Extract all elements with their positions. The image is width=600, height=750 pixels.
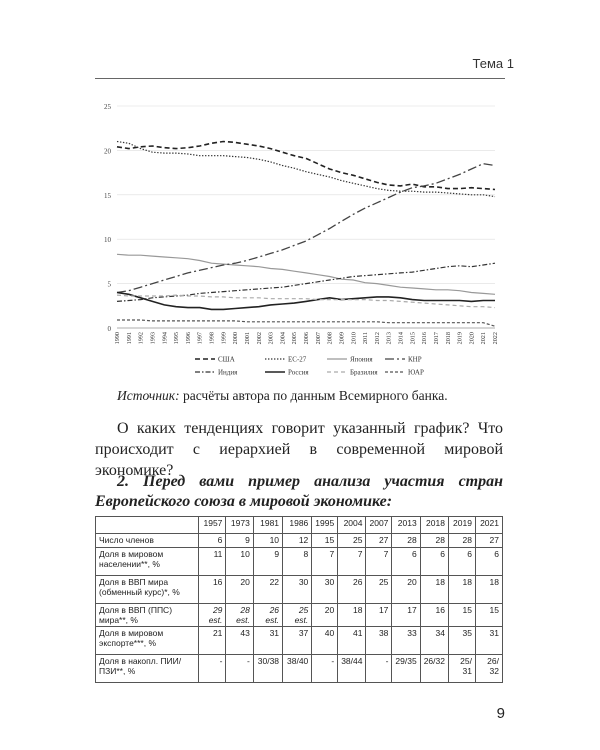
value-cell: 7 xyxy=(366,548,392,576)
value-cell: 27 xyxy=(366,534,392,548)
question-paragraph: О каких тенденциях говорит указанный график? Что происходит с иерархией в современной мировой экономике? xyxy=(95,420,503,479)
value-cell: 26 est. xyxy=(253,604,282,627)
value-cell: 18 xyxy=(420,576,448,604)
year-header-cell: 1986 xyxy=(283,517,312,534)
x-tick-label: 1998 xyxy=(208,332,216,345)
x-tick-label: 2012 xyxy=(373,332,381,345)
x-tick-label: 1997 xyxy=(196,332,204,345)
x-tick-label: 2011 xyxy=(362,332,370,345)
value-cell: 35 xyxy=(448,627,475,655)
table-row xyxy=(96,604,503,627)
x-tick-label: 2002 xyxy=(255,332,263,345)
value-cell: 17 xyxy=(392,604,420,627)
value-cell: 18 xyxy=(448,576,475,604)
value-cell: 6 xyxy=(475,548,502,576)
x-tick-label: 2005 xyxy=(291,332,299,345)
value-cell: 25/ 31 xyxy=(448,655,475,683)
row-label-cell: Доля в ВВП (ППС) мира**, % xyxy=(96,604,199,627)
value-cell: 30/38 xyxy=(253,655,282,683)
value-cell: 20 xyxy=(312,604,338,627)
legend-label: Япония xyxy=(350,355,373,364)
eu-participation-table xyxy=(95,516,503,683)
value-cell: 38/44 xyxy=(338,655,366,683)
y-tick-label: 25 xyxy=(104,103,111,111)
value-cell: - xyxy=(199,655,226,683)
value-cell: 21 xyxy=(199,627,226,655)
year-header-cell: 2021 xyxy=(475,517,502,534)
y-tick-label: 15 xyxy=(104,191,111,200)
year-header-cell: 2004 xyxy=(338,517,366,534)
value-cell: 38/40 xyxy=(283,655,312,683)
value-cell: 29/35 xyxy=(392,655,420,683)
legend-label: КНР xyxy=(408,355,422,364)
value-cell: - xyxy=(312,655,338,683)
value-cell: 10 xyxy=(253,534,282,548)
value-cell: 26/32 xyxy=(420,655,448,683)
chart-source xyxy=(117,388,448,404)
row-label-cell: Доля в ВВП мира (обменный курс)*, % xyxy=(96,576,199,604)
row-label-cell: Доля в накопл. ПИИ/ ПЗИ**, % xyxy=(96,655,199,683)
x-tick-label: 2022 xyxy=(492,332,499,345)
x-tick-label: 1996 xyxy=(184,332,192,345)
series-line-8 xyxy=(117,320,495,326)
legend-label: Индия xyxy=(218,368,238,377)
table-row xyxy=(96,576,503,604)
value-cell: 40 xyxy=(312,627,338,655)
value-cell: 28 xyxy=(392,534,420,548)
value-cell: 15 xyxy=(448,604,475,627)
value-cell: 25 xyxy=(338,534,366,548)
value-cell: 20 xyxy=(392,576,420,604)
value-cell: 25 est. xyxy=(283,604,312,627)
value-cell: 18 xyxy=(338,604,366,627)
value-cell: 25 xyxy=(366,576,392,604)
year-header-cell: 2019 xyxy=(448,517,475,534)
x-tick-label: 1990 xyxy=(114,332,121,345)
x-tick-label: 2015 xyxy=(409,332,417,345)
legend-label: ЮАР xyxy=(408,368,424,377)
value-cell: 41 xyxy=(338,627,366,655)
value-cell: 30 xyxy=(283,576,312,604)
x-tick-label: 2013 xyxy=(385,332,393,345)
value-cell: 7 xyxy=(338,548,366,576)
x-tick-label: 1999 xyxy=(220,332,228,345)
x-tick-label: 1992 xyxy=(137,332,145,345)
value-cell: 16 xyxy=(420,604,448,627)
value-cell: 28 xyxy=(420,534,448,548)
value-cell: 26 xyxy=(338,576,366,604)
series-line-3 xyxy=(117,254,495,294)
x-tick-label: 2008 xyxy=(326,332,334,345)
year-header-cell: 1995 xyxy=(312,517,338,534)
value-cell: 11 xyxy=(199,548,226,576)
value-cell: 6 xyxy=(392,548,420,576)
value-cell: 17 xyxy=(366,604,392,627)
table-row xyxy=(96,655,503,683)
x-tick-label: 2014 xyxy=(397,332,405,345)
year-header-cell: 2013 xyxy=(392,517,420,534)
table-header-row xyxy=(96,517,503,534)
value-cell: 7 xyxy=(312,548,338,576)
gdp-share-chart xyxy=(95,96,505,378)
value-cell: 9 xyxy=(253,548,282,576)
value-cell: 29 est. xyxy=(199,604,226,627)
x-tick-label: 1995 xyxy=(173,332,181,345)
value-cell: 18 xyxy=(475,576,502,604)
value-cell: 15 xyxy=(475,604,502,627)
y-tick-label: 0 xyxy=(107,325,111,333)
row-label-cell: Доля в мировом населении**, % xyxy=(96,548,199,576)
value-cell: 43 xyxy=(226,627,253,655)
value-cell: 28 xyxy=(448,534,475,548)
value-cell: 12 xyxy=(283,534,312,548)
value-cell: 26/ 32 xyxy=(475,655,502,683)
header-rule xyxy=(95,78,505,79)
legend-label: ЕС-27 xyxy=(288,355,307,364)
value-cell: - xyxy=(226,655,253,683)
value-cell: 30 xyxy=(312,576,338,604)
x-tick-label: 2017 xyxy=(432,332,440,345)
year-header-cell: 1973 xyxy=(226,517,253,534)
x-tick-label: 1991 xyxy=(125,332,133,345)
value-cell: - xyxy=(366,655,392,683)
table-row xyxy=(96,534,503,548)
value-cell: 28 est. xyxy=(226,604,253,627)
x-tick-label: 1993 xyxy=(149,332,157,345)
value-cell: 37 xyxy=(283,627,312,655)
table-row xyxy=(96,627,503,655)
table-row xyxy=(96,548,503,576)
year-header-cell: 2007 xyxy=(366,517,392,534)
value-cell: 6 xyxy=(420,548,448,576)
x-tick-label: 2010 xyxy=(350,332,358,345)
value-cell: 20 xyxy=(226,576,253,604)
x-tick-label: 2016 xyxy=(421,332,429,345)
year-header-cell: 1981 xyxy=(253,517,282,534)
x-tick-label: 2003 xyxy=(267,332,275,345)
x-tick-label: 2001 xyxy=(243,332,251,345)
value-cell: 15 xyxy=(312,534,338,548)
x-tick-label: 2009 xyxy=(338,332,346,345)
running-header: Тема 1 xyxy=(472,56,514,71)
year-header-cell: 2018 xyxy=(420,517,448,534)
y-tick-label: 20 xyxy=(104,147,111,156)
x-tick-label: 2007 xyxy=(314,332,322,345)
y-tick-label: 5 xyxy=(107,280,111,289)
x-tick-label: 2019 xyxy=(456,332,464,345)
section-heading: 2. Перед вами пример анализа участия стран Европейского союза в мировой экономике: xyxy=(95,473,503,510)
year-header-cell: 1957 xyxy=(199,517,226,534)
source-label: Источник: xyxy=(117,388,180,403)
value-cell: 33 xyxy=(392,627,420,655)
value-cell: 27 xyxy=(475,534,502,548)
value-cell: 10 xyxy=(226,548,253,576)
legend-label: Бразилия xyxy=(350,368,378,377)
page-number: 9 xyxy=(496,705,505,722)
legend-label: Россия xyxy=(288,368,309,377)
row-label-cell: Доля в мировом экспорте***, % xyxy=(96,627,199,655)
x-tick-label: 2018 xyxy=(444,332,452,345)
value-cell: 22 xyxy=(253,576,282,604)
value-cell: 8 xyxy=(283,548,312,576)
value-cell: 6 xyxy=(448,548,475,576)
value-cell: 34 xyxy=(420,627,448,655)
series-line-2 xyxy=(117,142,495,197)
value-cell: 31 xyxy=(475,627,502,655)
x-tick-label: 2004 xyxy=(279,332,287,345)
x-tick-label: 2006 xyxy=(303,332,310,345)
value-cell: 6 xyxy=(199,534,226,548)
x-tick-label: 2021 xyxy=(480,332,488,345)
legend-label: США xyxy=(218,355,235,364)
row-label-cell: Число членов xyxy=(96,534,199,548)
x-tick-label: 2020 xyxy=(468,332,476,345)
value-cell: 16 xyxy=(199,576,226,604)
value-cell: 38 xyxy=(366,627,392,655)
x-tick-label: 1994 xyxy=(161,332,169,345)
value-cell: 31 xyxy=(253,627,282,655)
header-corner-cell xyxy=(96,517,199,534)
x-tick-label: 2000 xyxy=(232,332,240,345)
value-cell: 9 xyxy=(226,534,253,548)
source-text: расчёты автора по данным Всемирного банка. xyxy=(179,388,448,403)
y-tick-label: 10 xyxy=(104,236,111,245)
